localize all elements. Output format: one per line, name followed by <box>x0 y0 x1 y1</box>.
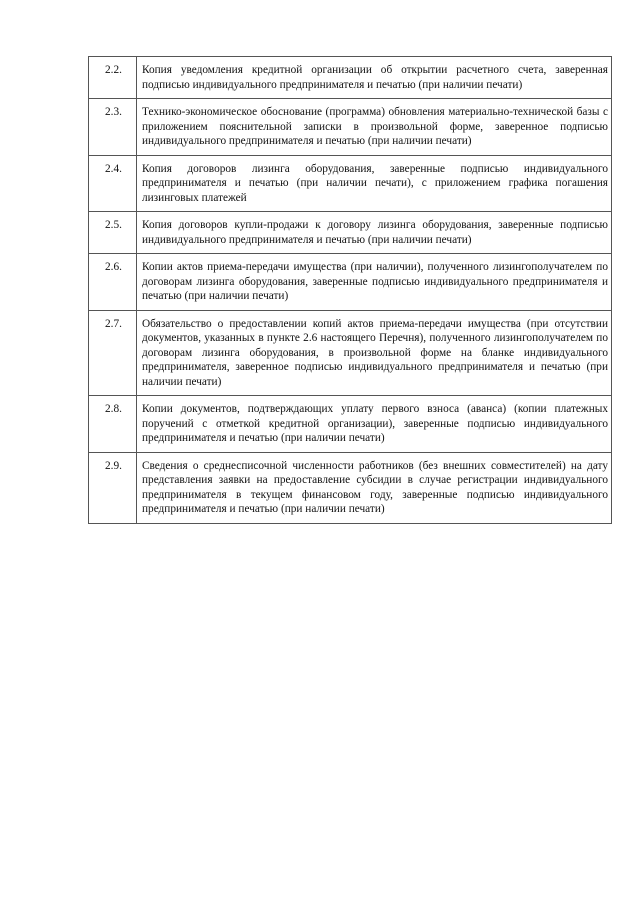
table-row <box>89 396 612 453</box>
table-row <box>89 254 612 311</box>
item-description: Копии актов приема-передачи имущества (при наличии), полученного лизингополучателем по договорам лизинга оборудования, заверенные подписью индивидуального предпринимателя и печатью (при наличии печати) <box>137 254 612 311</box>
table-row <box>89 452 612 523</box>
table-row <box>89 212 612 254</box>
item-description: Технико-экономическое обоснование (программа) обновления материально-технической базы с приложением пояснительной записки в произвольной форме, заверенное подписью индивидуального предпринимателя и печатью (при наличии печати) <box>137 99 612 156</box>
item-description: Копии документов, подтверждающих уплату первого взноса (аванса) (копии платежных поручений с отметкой кредитной организации), заверенные подписью индивидуального предпринимателя и печатью (при наличии печати) <box>137 396 612 453</box>
item-number: 2.3. <box>89 99 137 156</box>
item-number: 2.6. <box>89 254 137 311</box>
item-number: 2.5. <box>89 212 137 254</box>
item-number: 2.8. <box>89 396 137 453</box>
table-row <box>89 99 612 156</box>
item-description: Сведения о среднесписочной численности работников (без внешних совместителей) на дату представления заявки на предоставление субсидии в случае регистрации индивидуального предпринимателя в текущем финансовом году, заверенные подписью индивидуального предпринимателя и печатью (при наличии печати) <box>137 452 612 523</box>
item-description: Копия договоров лизинга оборудования, заверенные подписью индивидуального предпринимателя и печатью (при наличии печати), с приложением графика погашения лизинговых платежей <box>137 155 612 212</box>
item-description: Копия договоров купли-продажи к договору лизинга оборудования, заверенные подписью индивидуального предпринимателя и печатью (при наличии печати) <box>137 212 612 254</box>
item-number: 2.4. <box>89 155 137 212</box>
item-number: 2.9. <box>89 452 137 523</box>
table-row <box>89 155 612 212</box>
item-description: Копия уведомления кредитной организации об открытии расчетного счета, заверенная подписью индивидуального предпринимателя и печатью (при наличии печати) <box>137 57 612 99</box>
item-description: Обязательство о предоставлении копий актов приема-передачи имущества (при отсутствии документов, указанных в пункте 2.6 настоящего Перечня), полученного лизингополучателем по договорам лизинга оборудования, в произвольной форме на бланке индивидуального предпринимателя, заверенное подписью индивидуального предпринимателя и печатью (при наличии печати) <box>137 310 612 396</box>
item-number: 2.7. <box>89 310 137 396</box>
documents-list-table <box>88 56 612 524</box>
table-row <box>89 57 612 99</box>
table-row <box>89 310 612 396</box>
item-number: 2.2. <box>89 57 137 99</box>
